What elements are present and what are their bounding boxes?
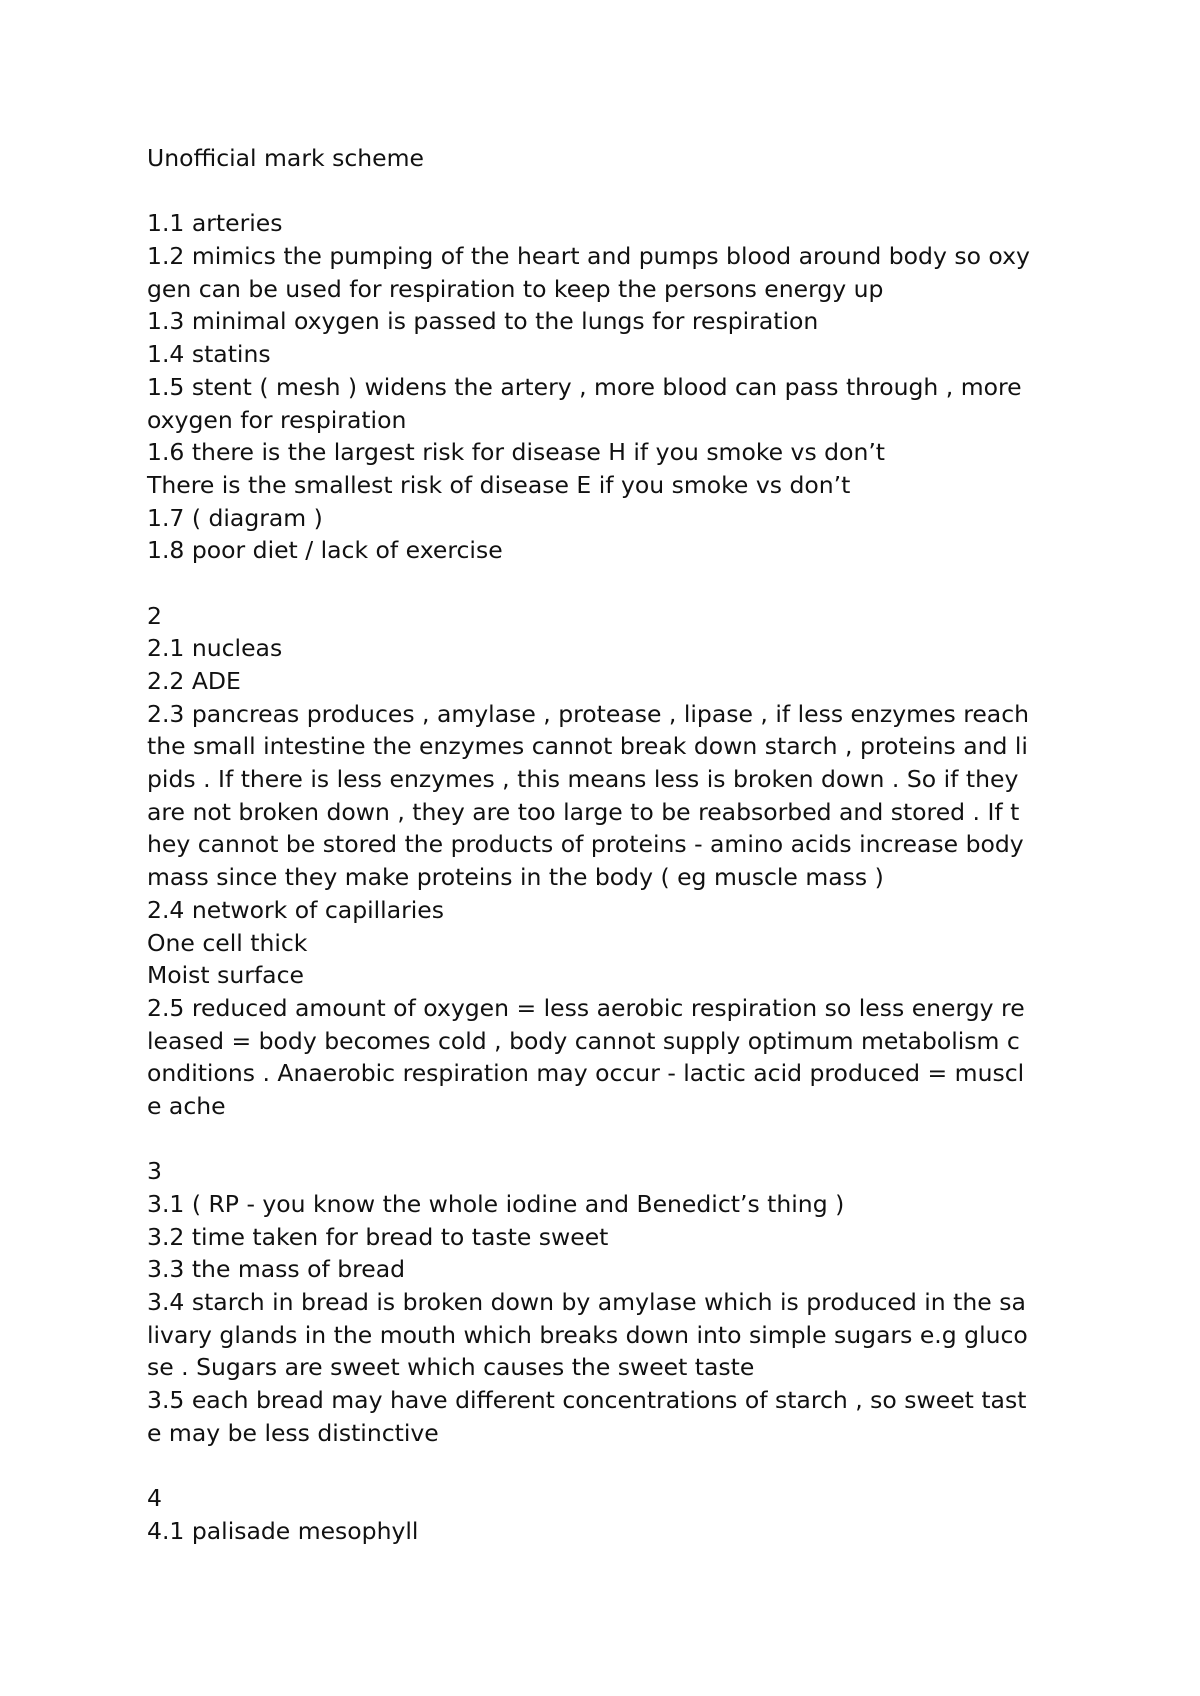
section-heading: 2 [147,601,162,630]
text-line: 1.5 stent ( mesh ) widens the artery , more blood can pass through , more [147,372,1022,401]
text-line: Moist surface [147,961,304,990]
text-line: 1.7 ( diagram ) [147,503,323,532]
text-line: One cell thick [147,928,308,957]
text-line: onditions . Anaerobic respiration may occur - lactic acid produced = muscl [147,1059,1025,1088]
text-line: 1.2 mimics the pumping of the heart and pumps blood around body so oxy [147,242,1030,271]
text-line: livary glands in the mouth which breaks down into simple sugars e.g gluco [147,1320,1028,1349]
text-line: se . Sugars are sweet which causes the sweet taste [147,1353,755,1382]
text-line: 2.3 pancreas produces , amylase , protease , lipase , if less enzymes reach [147,699,1030,728]
text-line: gen can be used for respiration to keep the persons energy up [147,274,884,303]
text-line: 2.5 reduced amount of oxygen = less aerobic respiration so less energy re [147,993,1025,1022]
text-line: 2.4 network of capillaries [147,895,444,924]
text-line: the small intestine the enzymes cannot break down starch , proteins and li [147,732,1028,761]
text-line: 2.2 ADE [147,667,241,695]
section-heading: 4 [147,1484,162,1513]
text-line: leased = body becomes cold , body cannot supply optimum metabolism c [147,1026,1020,1055]
text-line: e may be less distinctive [147,1418,439,1447]
document-title: Unofficial mark scheme [147,144,424,172]
section-3 [147,1155,1067,1449]
text-line: 1.3 minimal oxygen is passed to the lungs for respiration [147,307,819,336]
text-line: oxygen for respiration [147,405,407,434]
text-line: hey cannot be stored the products of proteins - amino acids increase body [147,830,1024,859]
text-line: 2.1 nucleas [147,634,283,663]
text-line: 4.1 palisade mesophyll [147,1516,419,1545]
section-2 [147,600,1067,1123]
text-line: are not broken down , they are too large to be reabsorbed and stored . If t [147,797,1020,826]
text-line: 1.8 poor diet / lack of exercise [147,536,503,565]
section-4 [147,1482,1067,1547]
text-line: mass since they make proteins in the body ( eg muscle mass ) [147,863,884,892]
text-line: e ache [147,1091,226,1120]
text-line: 3.3 the mass of bread [147,1255,406,1284]
section-heading: 3 [147,1157,162,1186]
text-line: pids . If there is less enzymes , this means less is broken down . So if they [147,765,1019,794]
text-line: 1.1 arteries [147,209,283,238]
text-line: 3.1 ( RP - you know the whole iodine and Benedict’s thing ) [147,1190,845,1218]
text-line: 1.4 statins [147,340,271,369]
text-line: There is the smallest risk of disease E if you smoke vs don’t [147,470,851,499]
text-line: 3.4 starch in bread is broken down by amylase which is produced in the sa [147,1288,1026,1317]
text-line: 3.5 each bread may have different concentrations of starch , so sweet tast [147,1386,1027,1415]
text-line: 1.6 there is the largest risk for disease H if you smoke vs don’t [147,438,886,467]
text-line: 3.2 time taken for bread to taste sweet [147,1222,609,1251]
document-body [147,142,1067,1548]
section-1 [147,207,1067,567]
